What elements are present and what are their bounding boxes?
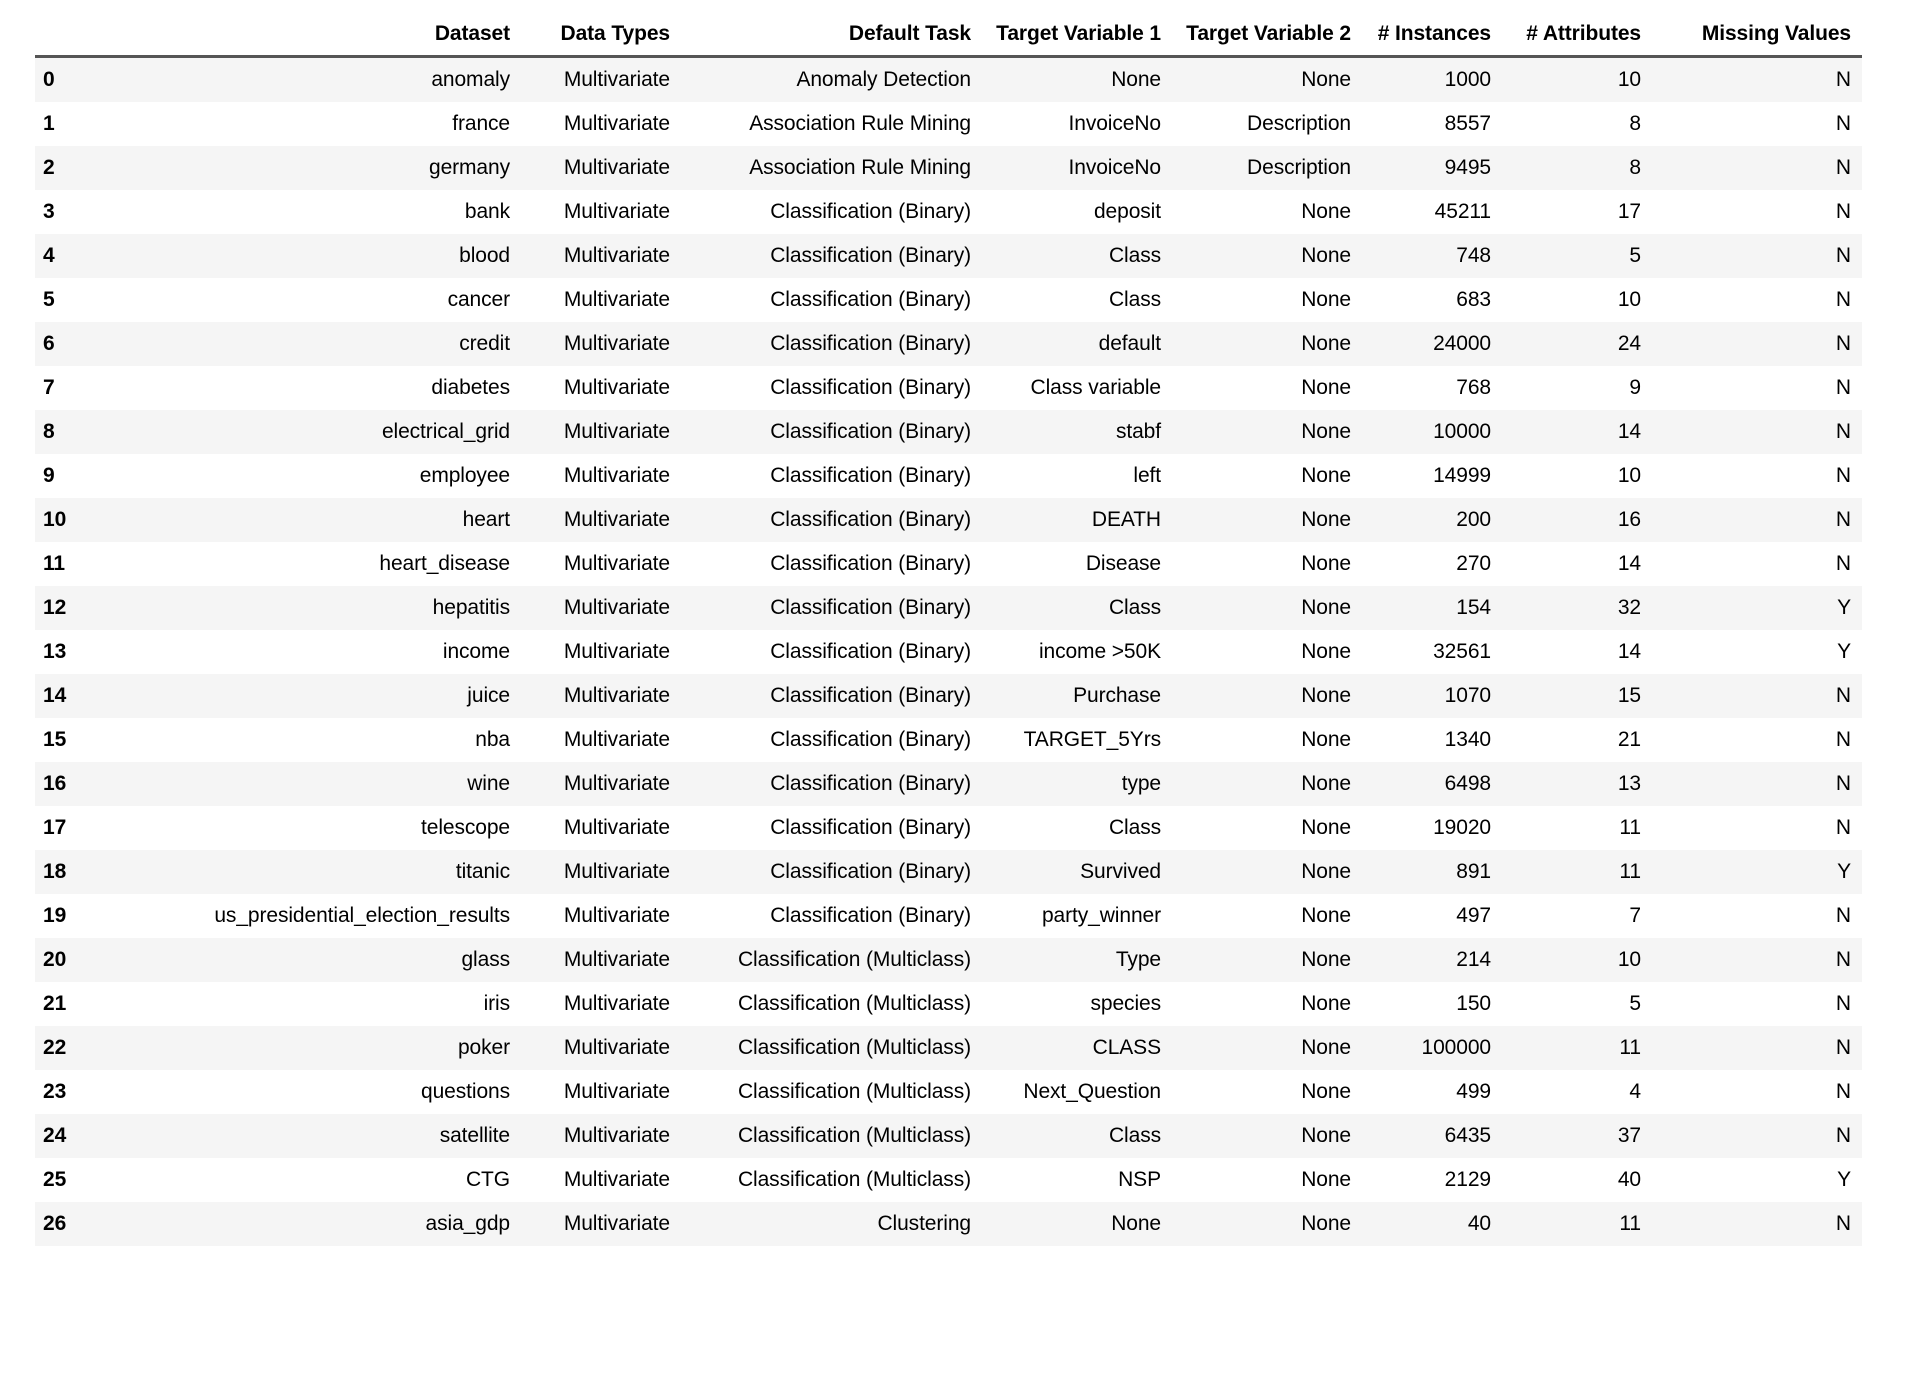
- cell-instances: 9495: [1444, 156, 1491, 179]
- row-index-cell: 12: [43, 596, 67, 619]
- row-index-cell: 10: [43, 508, 67, 531]
- cell-target1: income >50K: [1038, 640, 1161, 663]
- cell-default_task: Anomaly Detection: [796, 68, 971, 91]
- cell-default_task: Classification (Binary): [770, 904, 971, 927]
- cell-dataset: heart: [462, 508, 510, 531]
- cell-default_task: Classification (Binary): [770, 640, 971, 663]
- cell-default_task: Classification (Multiclass): [737, 948, 971, 971]
- cell-instances: 497: [1456, 904, 1491, 927]
- cell-target1: Class variable: [1030, 376, 1161, 399]
- cell-dataset: cancer: [447, 288, 510, 311]
- cell-attributes: 14: [1617, 640, 1641, 663]
- cell-dataset: iris: [483, 992, 510, 1015]
- cell-instances: 154: [1456, 596, 1491, 619]
- cell-dataset: germany: [428, 156, 510, 179]
- cell-attributes: 10: [1617, 288, 1641, 311]
- cell-data_types: Multivariate: [563, 684, 670, 707]
- cell-target1: default: [1098, 332, 1161, 355]
- cell-instances: 1000: [1444, 68, 1491, 91]
- cell-instances: 6498: [1444, 772, 1491, 795]
- table-row: [35, 542, 1862, 586]
- cell-attributes: 13: [1617, 772, 1641, 795]
- cell-missing: N: [1835, 112, 1851, 135]
- cell-missing: N: [1835, 420, 1851, 443]
- cell-data_types: Multivariate: [563, 376, 670, 399]
- cell-target2: Description: [1247, 156, 1351, 179]
- cell-instances: 214: [1456, 948, 1491, 971]
- cell-target2: None: [1301, 904, 1351, 927]
- cell-attributes: 16: [1617, 508, 1641, 531]
- table-row: [35, 454, 1862, 498]
- cell-data_types: Multivariate: [563, 1168, 670, 1191]
- cell-data_types: Multivariate: [563, 68, 670, 91]
- cell-target1: CLASS: [1092, 1036, 1161, 1059]
- cell-data_types: Multivariate: [563, 772, 670, 795]
- cell-dataset: hepatitis: [432, 596, 510, 619]
- cell-target1: Disease: [1085, 552, 1161, 575]
- cell-target1: type: [1121, 772, 1161, 795]
- cell-default_task: Classification (Binary): [770, 244, 971, 267]
- cell-data_types: Multivariate: [563, 596, 670, 619]
- cell-attributes: 14: [1617, 420, 1641, 443]
- table-row: [35, 146, 1862, 190]
- cell-instances: 270: [1456, 552, 1491, 575]
- cell-instances: 683: [1456, 288, 1491, 311]
- table-row: [35, 190, 1862, 234]
- cell-default_task: Classification (Binary): [770, 464, 971, 487]
- cell-data_types: Multivariate: [563, 816, 670, 839]
- cell-target2: None: [1301, 772, 1351, 795]
- cell-default_task: Classification (Binary): [770, 684, 971, 707]
- cell-target1: None: [1111, 1212, 1161, 1235]
- table-row: [35, 1202, 1862, 1246]
- cell-target1: Next_Question: [1023, 1080, 1161, 1103]
- cell-dataset: satellite: [439, 1124, 510, 1147]
- cell-target1: deposit: [1093, 200, 1161, 223]
- table-header: [35, 22, 1862, 57]
- cell-dataset: income: [442, 640, 510, 663]
- cell-missing: N: [1835, 904, 1851, 927]
- table-row: [35, 894, 1862, 938]
- cell-dataset: poker: [457, 1036, 510, 1059]
- cell-data_types: Multivariate: [563, 244, 670, 267]
- cell-attributes: 11: [1619, 1036, 1641, 1059]
- cell-attributes: 21: [1617, 728, 1641, 751]
- column-header-target-variable-1: Target Variable 1: [996, 22, 1161, 45]
- row-index-cell: 26: [43, 1212, 67, 1235]
- column-header-attributes: # Attributes: [1526, 22, 1641, 45]
- cell-instances: 40: [1467, 1212, 1491, 1235]
- cell-missing: N: [1835, 200, 1851, 223]
- column-header-target-variable-2: Target Variable 2: [1186, 22, 1351, 45]
- cell-target2: None: [1301, 1036, 1351, 1059]
- table-row: [35, 1114, 1862, 1158]
- cell-default_task: Classification (Binary): [770, 200, 971, 223]
- cell-dataset: france: [452, 112, 510, 135]
- cell-data_types: Multivariate: [563, 1124, 670, 1147]
- cell-data_types: Multivariate: [563, 1212, 670, 1235]
- table-row: [35, 982, 1862, 1026]
- cell-target2: None: [1301, 464, 1351, 487]
- cell-dataset: us_presidential_election_results: [214, 904, 510, 927]
- cell-target2: Description: [1247, 112, 1351, 135]
- cell-attributes: 24: [1617, 332, 1641, 355]
- column-header-index: [35, 22, 91, 57]
- row-index-cell: 8: [43, 420, 55, 443]
- cell-default_task: Classification (Binary): [770, 860, 971, 883]
- cell-target1: Class: [1108, 596, 1161, 619]
- cell-instances: 891: [1456, 860, 1491, 883]
- row-index-cell: 25: [43, 1168, 67, 1191]
- cell-missing: N: [1835, 1080, 1851, 1103]
- cell-target1: Survived: [1080, 860, 1161, 883]
- cell-default_task: Association Rule Mining: [749, 156, 971, 179]
- cell-default_task: Classification (Multiclass): [737, 1168, 971, 1191]
- table-row: [35, 1158, 1862, 1202]
- cell-attributes: 8: [1629, 112, 1641, 135]
- cell-missing: N: [1835, 684, 1851, 707]
- cell-data_types: Multivariate: [563, 992, 670, 1015]
- cell-attributes: 15: [1617, 684, 1641, 707]
- cell-attributes: 11: [1619, 1212, 1641, 1235]
- cell-target2: None: [1301, 1124, 1351, 1147]
- cell-target1: left: [1133, 464, 1161, 487]
- cell-target2: None: [1301, 420, 1351, 443]
- row-index-cell: 17: [43, 816, 67, 839]
- cell-default_task: Classification (Multiclass): [737, 1036, 971, 1059]
- cell-dataset: wine: [467, 772, 510, 795]
- cell-attributes: 9: [1629, 376, 1641, 399]
- cell-missing: Y: [1837, 640, 1851, 663]
- cell-instances: 8557: [1444, 112, 1491, 135]
- table-row: [35, 57, 1862, 103]
- cell-missing: N: [1835, 156, 1851, 179]
- cell-dataset: glass: [461, 948, 510, 971]
- cell-dataset: heart_disease: [379, 552, 510, 575]
- cell-data_types: Multivariate: [563, 948, 670, 971]
- table-row: [35, 278, 1862, 322]
- cell-dataset: employee: [419, 464, 510, 487]
- cell-data_types: Multivariate: [563, 288, 670, 311]
- cell-default_task: Classification (Binary): [770, 772, 971, 795]
- cell-instances: 768: [1456, 376, 1491, 399]
- cell-instances: 499: [1456, 1080, 1491, 1103]
- cell-target1: party_winner: [1041, 904, 1161, 927]
- cell-dataset: diabetes: [431, 376, 510, 399]
- cell-target2: None: [1301, 376, 1351, 399]
- column-header-instances: # Instances: [1377, 22, 1491, 45]
- cell-missing: Y: [1837, 860, 1851, 883]
- cell-attributes: 14: [1617, 552, 1641, 575]
- cell-target1: stabf: [1115, 420, 1161, 443]
- row-index-cell: 24: [43, 1124, 67, 1147]
- cell-target2: None: [1301, 992, 1351, 1015]
- cell-missing: N: [1835, 1124, 1851, 1147]
- cell-default_task: Classification (Binary): [770, 596, 971, 619]
- cell-target2: None: [1301, 640, 1351, 663]
- column-header-missing-values: Missing Values: [1701, 22, 1851, 45]
- row-index-cell: 2: [43, 156, 55, 179]
- cell-missing: N: [1835, 376, 1851, 399]
- cell-instances: 1070: [1444, 684, 1491, 707]
- cell-data_types: Multivariate: [563, 904, 670, 927]
- cell-attributes: 7: [1629, 904, 1641, 927]
- cell-dataset: blood: [459, 244, 510, 267]
- cell-attributes: 5: [1629, 992, 1641, 1015]
- cell-default_task: Classification (Binary): [770, 728, 971, 751]
- cell-attributes: 10: [1617, 948, 1641, 971]
- table-row: [35, 1070, 1862, 1114]
- cell-instances: 2129: [1444, 1168, 1491, 1191]
- cell-missing: N: [1835, 244, 1851, 267]
- cell-missing: N: [1835, 948, 1851, 971]
- cell-target2: None: [1301, 816, 1351, 839]
- cell-missing: N: [1835, 992, 1851, 1015]
- cell-instances: 32561: [1433, 640, 1491, 663]
- cell-default_task: Classification (Binary): [770, 816, 971, 839]
- table-row: [35, 102, 1862, 146]
- cell-target1: species: [1090, 992, 1161, 1015]
- cell-dataset: juice: [467, 684, 510, 707]
- cell-dataset: titanic: [455, 860, 510, 883]
- row-index-cell: 13: [43, 640, 67, 663]
- row-index-cell: 21: [43, 992, 67, 1015]
- cell-instances: 150: [1456, 992, 1491, 1015]
- cell-attributes: 10: [1617, 68, 1641, 91]
- cell-target2: None: [1301, 1212, 1351, 1235]
- cell-default_task: Clustering: [877, 1212, 971, 1235]
- table-row: [35, 1026, 1862, 1070]
- cell-default_task: Classification (Binary): [770, 508, 971, 531]
- cell-instances: 14999: [1433, 464, 1491, 487]
- row-index-cell: 19: [43, 904, 67, 927]
- cell-missing: Y: [1837, 596, 1851, 619]
- cell-target1: None: [1111, 68, 1161, 91]
- row-index-cell: 15: [43, 728, 67, 751]
- cell-instances: 100000: [1421, 1036, 1491, 1059]
- cell-default_task: Classification (Binary): [770, 332, 971, 355]
- cell-target2: None: [1301, 684, 1351, 707]
- cell-missing: N: [1835, 772, 1851, 795]
- cell-target2: None: [1301, 1080, 1351, 1103]
- cell-dataset: telescope: [421, 816, 510, 839]
- cell-default_task: Classification (Binary): [770, 552, 971, 575]
- cell-dataset: questions: [421, 1080, 510, 1103]
- cell-target2: None: [1301, 552, 1351, 575]
- table-row: [35, 366, 1862, 410]
- cell-target2: None: [1301, 728, 1351, 751]
- row-index-cell: 5: [43, 288, 55, 311]
- cell-target2: None: [1301, 332, 1351, 355]
- cell-attributes: 10: [1617, 464, 1641, 487]
- cell-attributes: 11: [1619, 860, 1641, 883]
- cell-instances: 19020: [1433, 816, 1491, 839]
- cell-dataset: anomaly: [431, 68, 510, 91]
- cell-dataset: nba: [475, 728, 510, 751]
- cell-data_types: Multivariate: [563, 640, 670, 663]
- cell-default_task: Classification (Multiclass): [737, 1080, 971, 1103]
- cell-target2: None: [1301, 288, 1351, 311]
- cell-instances: 6435: [1444, 1124, 1491, 1147]
- table-row: [35, 410, 1862, 454]
- cell-data_types: Multivariate: [563, 112, 670, 135]
- cell-dataset: CTG: [465, 1168, 510, 1191]
- table-row: [35, 630, 1862, 674]
- row-index-cell: 11: [43, 552, 65, 575]
- cell-missing: N: [1835, 68, 1851, 91]
- cell-missing: N: [1835, 332, 1851, 355]
- cell-data_types: Multivariate: [563, 156, 670, 179]
- cell-instances: 10000: [1433, 420, 1491, 443]
- table-row: [35, 938, 1862, 982]
- cell-default_task: Classification (Multiclass): [737, 992, 971, 1015]
- cell-instances: 1340: [1444, 728, 1491, 751]
- cell-data_types: Multivariate: [563, 420, 670, 443]
- cell-target2: None: [1301, 596, 1351, 619]
- cell-target2: None: [1301, 244, 1351, 267]
- cell-default_task: Classification (Binary): [770, 288, 971, 311]
- cell-missing: N: [1835, 728, 1851, 751]
- row-index-cell: 7: [43, 376, 55, 399]
- cell-target1: Class: [1108, 288, 1161, 311]
- cell-default_task: Classification (Multiclass): [737, 1124, 971, 1147]
- row-index-cell: 3: [43, 200, 55, 223]
- cell-target1: Type: [1115, 948, 1161, 971]
- cell-default_task: Association Rule Mining: [749, 112, 971, 135]
- row-index-cell: 0: [43, 68, 55, 91]
- cell-data_types: Multivariate: [563, 508, 670, 531]
- table-row: [35, 322, 1862, 366]
- header-row: [35, 22, 1862, 57]
- cell-data_types: Multivariate: [563, 464, 670, 487]
- cell-attributes: 40: [1617, 1168, 1641, 1191]
- cell-missing: N: [1835, 464, 1851, 487]
- cell-default_task: Classification (Binary): [770, 420, 971, 443]
- cell-dataset: electrical_grid: [381, 420, 510, 443]
- cell-attributes: 17: [1617, 200, 1641, 223]
- cell-attributes: 32: [1617, 596, 1641, 619]
- cell-instances: 748: [1456, 244, 1491, 267]
- cell-instances: 45211: [1434, 200, 1491, 223]
- table-row: [35, 806, 1862, 850]
- cell-missing: N: [1835, 1212, 1851, 1235]
- cell-instances: 24000: [1433, 332, 1491, 355]
- cell-attributes: 37: [1617, 1124, 1641, 1147]
- cell-dataset: asia_gdp: [425, 1212, 510, 1235]
- cell-missing: N: [1835, 508, 1851, 531]
- table-row: [35, 718, 1862, 762]
- table-row: [35, 498, 1862, 542]
- table-row: [35, 850, 1862, 894]
- cell-data_types: Multivariate: [563, 200, 670, 223]
- row-index-cell: 22: [43, 1036, 67, 1059]
- table-row: [35, 234, 1862, 278]
- row-index-cell: 6: [43, 332, 55, 355]
- table-body: [35, 57, 1862, 1247]
- cell-target1: Class: [1108, 1124, 1161, 1147]
- row-index-cell: 18: [43, 860, 67, 883]
- cell-target1: NSP: [1118, 1168, 1161, 1191]
- cell-target1: Class: [1108, 244, 1161, 267]
- column-header-dataset: Dataset: [434, 22, 510, 45]
- row-index-cell: 9: [43, 464, 55, 487]
- column-header-default-task: Default Task: [848, 22, 971, 45]
- column-header-data-types: Data Types: [560, 22, 670, 45]
- cell-target2: None: [1301, 948, 1351, 971]
- cell-data_types: Multivariate: [563, 552, 670, 575]
- table-row: [35, 586, 1862, 630]
- row-index-cell: 20: [43, 948, 67, 971]
- cell-default_task: Classification (Binary): [770, 376, 971, 399]
- row-index-cell: 16: [43, 772, 67, 795]
- cell-target2: None: [1301, 68, 1351, 91]
- cell-attributes: 5: [1629, 244, 1641, 267]
- cell-missing: N: [1835, 1036, 1851, 1059]
- cell-data_types: Multivariate: [563, 1036, 670, 1059]
- table-row: [35, 762, 1862, 806]
- dataset-summary-table: [35, 22, 1862, 1246]
- cell-target1: Purchase: [1073, 684, 1161, 707]
- cell-attributes: 8: [1629, 156, 1641, 179]
- cell-data_types: Multivariate: [563, 332, 670, 355]
- row-index-cell: 1: [43, 112, 55, 135]
- cell-missing: N: [1835, 288, 1851, 311]
- cell-dataset: bank: [464, 200, 510, 223]
- cell-target1: Class: [1108, 816, 1161, 839]
- cell-target2: None: [1301, 1168, 1351, 1191]
- cell-target2: None: [1301, 508, 1351, 531]
- cell-dataset: credit: [459, 332, 510, 355]
- cell-missing: N: [1835, 552, 1851, 575]
- cell-target1: InvoiceNo: [1068, 112, 1161, 135]
- row-index-cell: 23: [43, 1080, 67, 1103]
- cell-data_types: Multivariate: [563, 860, 670, 883]
- cell-data_types: Multivariate: [563, 728, 670, 751]
- row-index-cell: 14: [43, 684, 67, 707]
- table-row: [35, 674, 1862, 718]
- row-index-cell: 4: [43, 244, 55, 267]
- cell-target2: None: [1301, 200, 1351, 223]
- cell-attributes: 4: [1629, 1080, 1641, 1103]
- cell-target1: DEATH: [1091, 508, 1161, 531]
- cell-attributes: 11: [1619, 816, 1641, 839]
- cell-target2: None: [1301, 860, 1351, 883]
- cell-target1: TARGET_5Yrs: [1023, 728, 1161, 751]
- cell-target1: InvoiceNo: [1068, 156, 1161, 179]
- cell-data_types: Multivariate: [563, 1080, 670, 1103]
- cell-instances: 200: [1456, 508, 1491, 531]
- cell-missing: N: [1835, 816, 1851, 839]
- cell-missing: Y: [1837, 1168, 1851, 1191]
